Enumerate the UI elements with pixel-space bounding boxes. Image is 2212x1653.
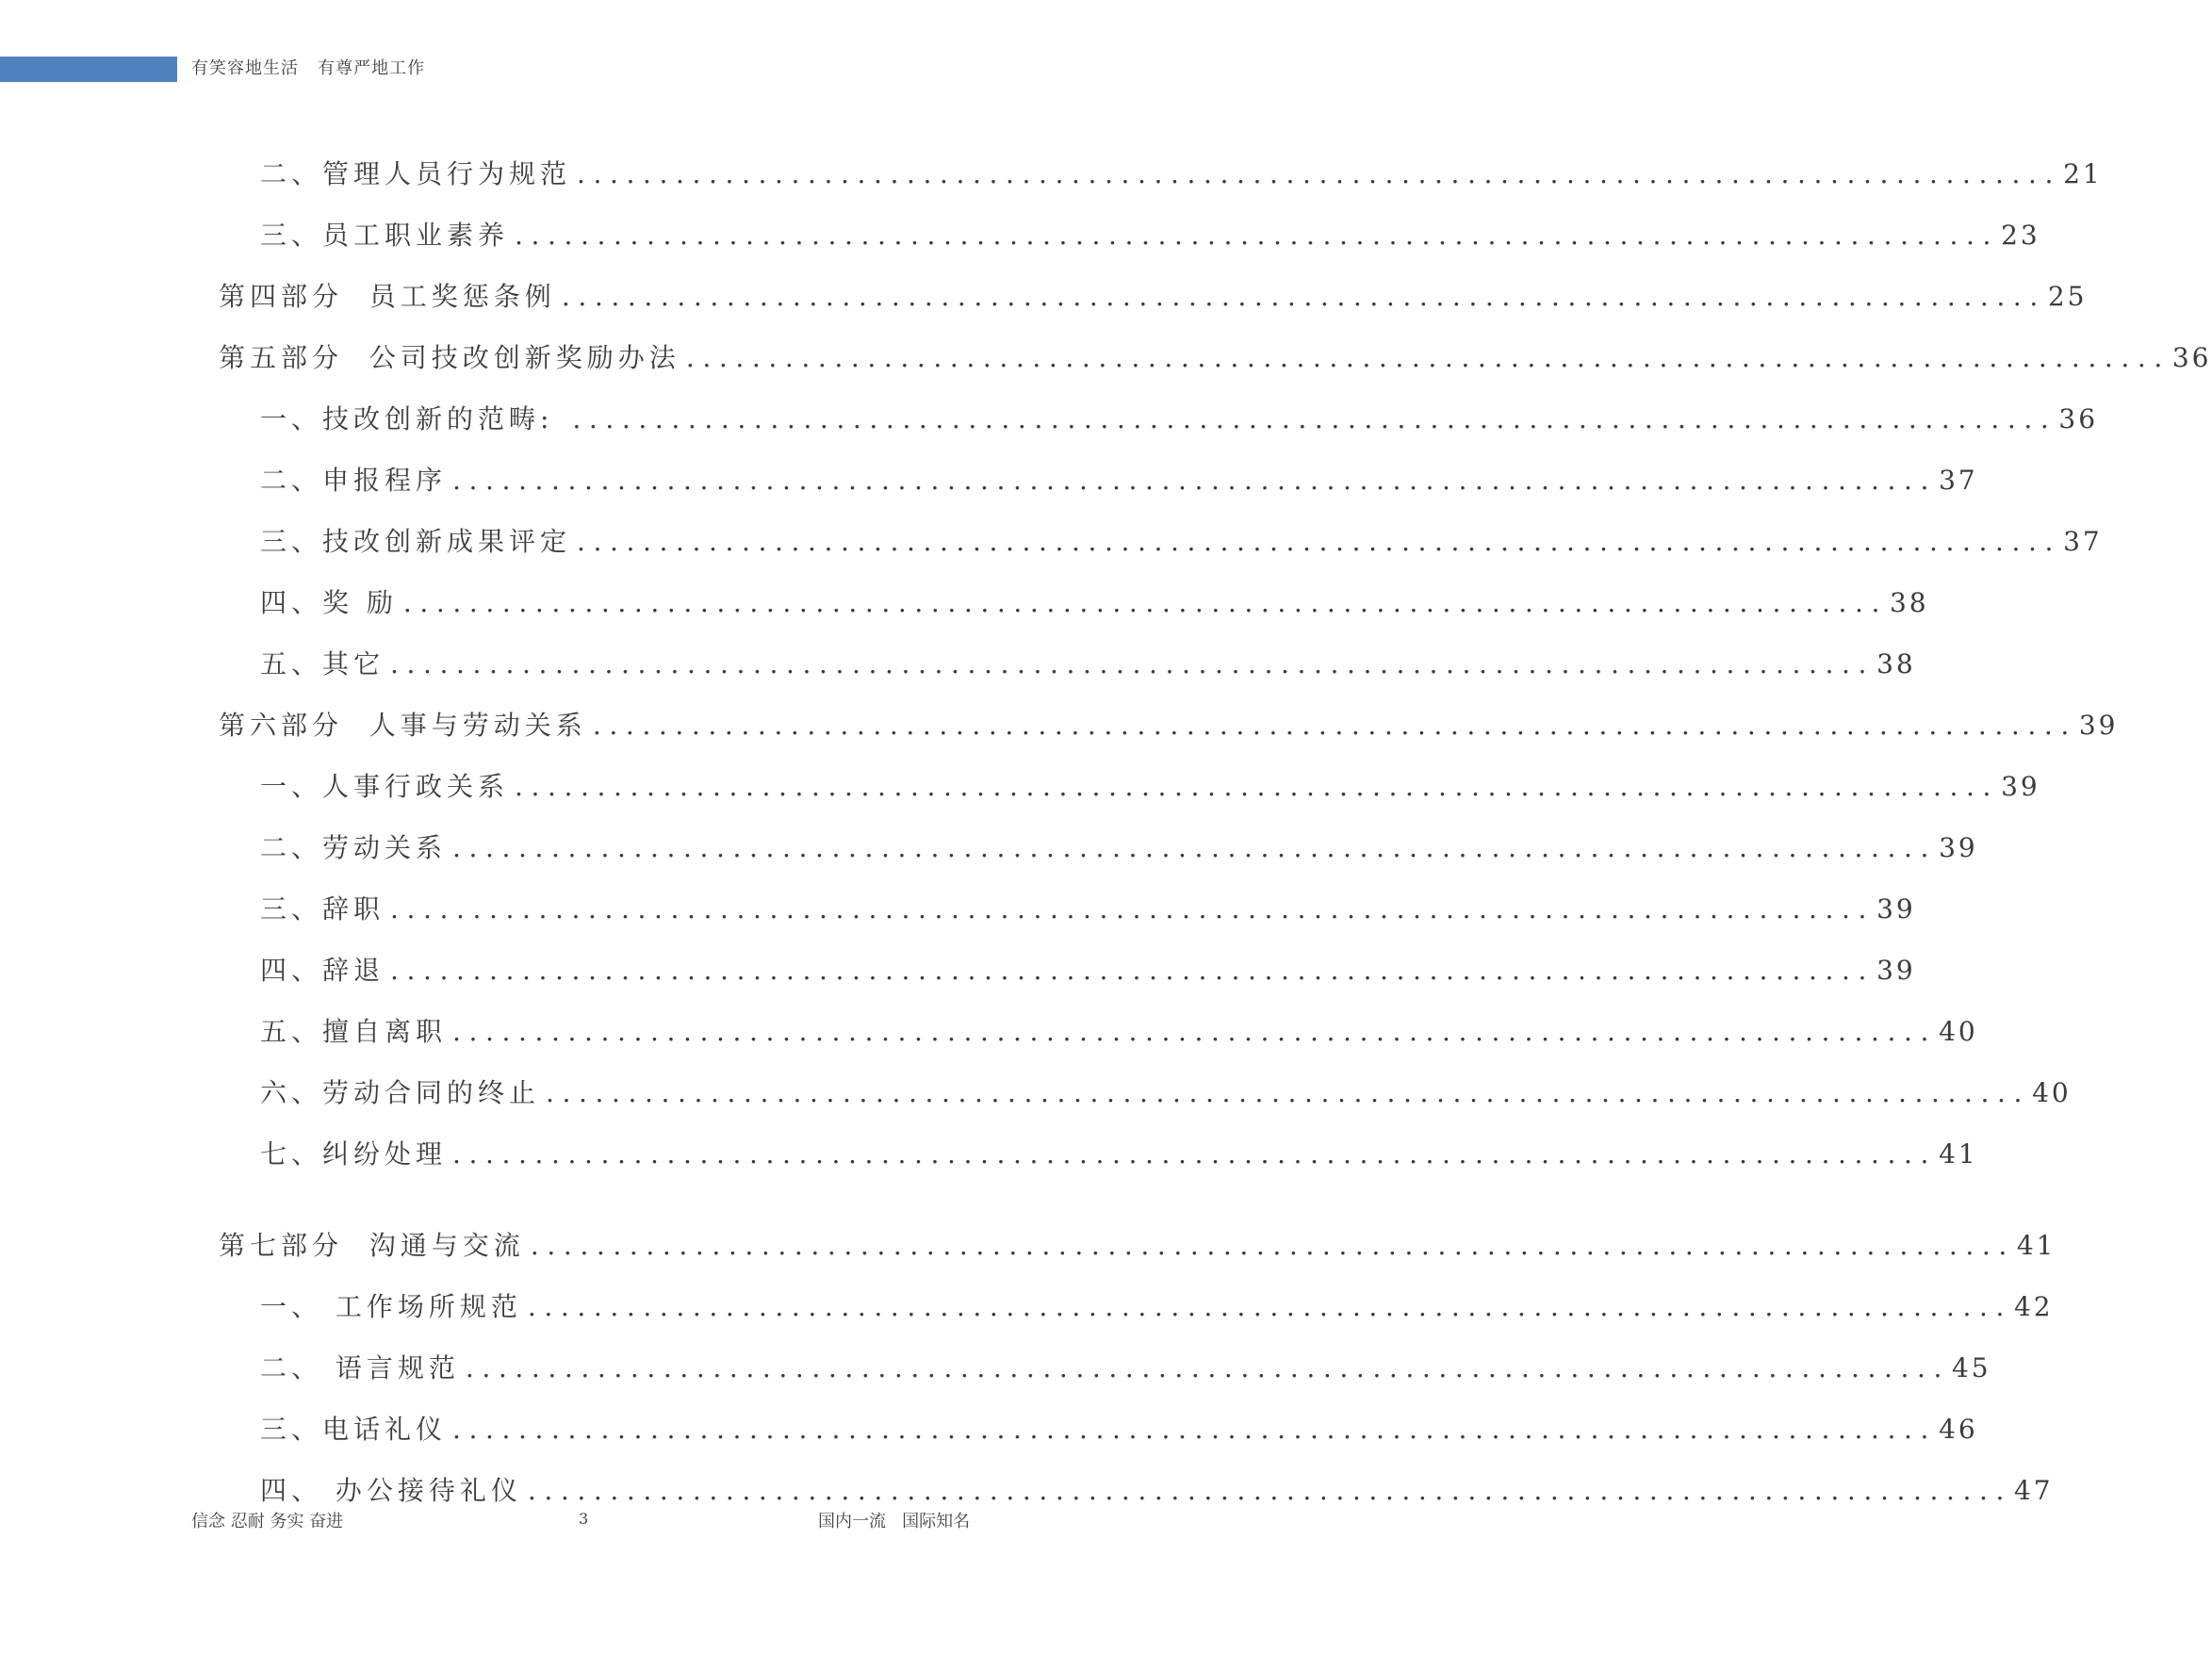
toc-entry-title: 七、纠纷处理 <box>260 1138 448 1170</box>
toc-entry-page: 39 <box>2001 771 2040 802</box>
toc-dot-leader: .......................................................................................... <box>561 281 2046 312</box>
toc-entry[interactable] <box>260 1348 1991 1385</box>
toc-dot-leader: .......................................................................................... <box>577 526 2062 557</box>
toc-entry-title: 六、劳动合同的终止 <box>260 1077 541 1108</box>
toc-entry-title: 二、管理人员行为规范 <box>260 158 572 189</box>
toc-dot-leader: .......................................................................................... <box>527 1475 2012 1506</box>
toc-entry-page: 21 <box>2063 158 2103 189</box>
toc-entry-page: 45 <box>1951 1352 1991 1383</box>
toc-entry[interactable] <box>260 1470 2054 1508</box>
toc-entry-page: 41 <box>1939 1138 1978 1170</box>
toc-entry-page: 39 <box>2078 710 2119 741</box>
toc-entry[interactable] <box>260 215 2040 253</box>
page-number: 3 <box>579 1510 589 1528</box>
toc-dot-leader: .......................................................................................... <box>452 465 1938 496</box>
toc-dot-leader: .......................................................................................... <box>390 648 1876 679</box>
toc-entry-page: 37 <box>2063 526 2103 557</box>
toc-entry[interactable] <box>260 521 2103 559</box>
toc-entry-page: 37 <box>1939 465 1978 496</box>
header-slogan: 有笑容地生活 有尊严地工作 <box>191 58 426 78</box>
toc-dot-leader: .......................................................................................... <box>527 1291 2012 1322</box>
toc-entry-title: 第六部分 人事与劳动关系 <box>219 710 587 741</box>
toc-entry-title: 三、电话礼仪 <box>260 1414 448 1445</box>
toc-entry-page: 47 <box>2013 1475 2054 1506</box>
toc-entry[interactable] <box>260 399 2099 436</box>
toc-entry[interactable] <box>219 337 2212 375</box>
toc-entry-title: 二、申报程序 <box>260 465 448 496</box>
toc-dot-leader: .......................................................................................... <box>452 1138 1938 1170</box>
toc-entry-page: 25 <box>2047 281 2088 312</box>
toc-entry-title: 第五部分 公司技改创新奖励办法 <box>219 342 680 373</box>
toc-dot-leader: .......................................................................................... <box>452 1414 1938 1445</box>
toc-entry-page: 39 <box>1876 893 1916 925</box>
toc-entry-title: 四、奖 励 <box>260 587 398 618</box>
toc-entry-title: 三、辞职 <box>260 893 385 925</box>
toc-entry-page: 39 <box>1939 832 1978 863</box>
toc-dot-leader: .......................................................................................... <box>390 955 1876 986</box>
toc-entry-page: 38 <box>1889 587 1929 618</box>
toc-entry-page: 46 <box>1939 1414 1978 1445</box>
toc-entry-title: 五、擅自离职 <box>260 1016 448 1047</box>
toc-entry[interactable] <box>260 154 2103 191</box>
toc-dot-leader: .......................................................................................... <box>530 1230 2015 1261</box>
toc-entry[interactable] <box>260 1011 1978 1049</box>
toc-entry[interactable] <box>260 889 1916 926</box>
toc-entry[interactable] <box>219 705 2119 743</box>
toc-entry[interactable] <box>260 644 1916 681</box>
toc-entry-title: 四、辞退 <box>260 955 385 986</box>
toc-entry-title: 一、技改创新的范畴: <box>260 403 567 434</box>
toc-dot-leader: .......................................................................................... <box>515 771 2000 802</box>
toc-entry-title: 一、人事行政关系 <box>260 771 510 802</box>
toc-entry[interactable] <box>260 950 1916 988</box>
toc-entry-page: 41 <box>2016 1230 2056 1261</box>
toc-entry[interactable] <box>219 276 2088 314</box>
toc-entry-page: 23 <box>2001 220 2040 251</box>
toc-entry-page: 40 <box>2032 1077 2072 1108</box>
toc-entry-title: 第四部分 员工奖惩条例 <box>219 281 556 312</box>
toc-entry[interactable] <box>260 1286 2054 1324</box>
toc-entry-page: 42 <box>2013 1291 2054 1322</box>
toc-entry[interactable] <box>219 1225 2056 1263</box>
toc-dot-leader: .......................................................................................... <box>452 1016 1938 1047</box>
toc-entry-title: 三、技改创新成果评定 <box>260 526 572 557</box>
footer-motto: 信念 忍耐 务实 奋进 <box>191 1512 344 1531</box>
toc-entry[interactable] <box>260 1134 1978 1171</box>
toc-dot-leader: .......................................................................................... <box>685 342 2171 373</box>
footer-tagline: 国内一流 国际知名 <box>818 1512 971 1531</box>
toc-entry-page: 36 <box>2058 403 2099 434</box>
toc-dot-leader: .......................................................................................... <box>546 1077 2031 1108</box>
toc-entry-title: 五、其它 <box>260 648 385 679</box>
toc-entry[interactable] <box>260 582 1929 620</box>
header-accent-bar <box>0 57 177 82</box>
toc-entry-title: 一、 工作场所规范 <box>260 1291 522 1322</box>
toc-entry[interactable] <box>260 1072 2072 1110</box>
toc-dot-leader: .......................................................................................... <box>452 832 1938 863</box>
toc-entry-page: 36 <box>2171 342 2212 373</box>
toc-dot-leader: .......................................................................................... <box>515 220 2000 251</box>
toc-entry-title: 二、 语言规范 <box>260 1352 460 1383</box>
toc-entry[interactable] <box>260 460 1978 498</box>
toc-dot-leader: .......................................................................................... <box>465 1352 1950 1383</box>
toc-entry-title: 三、员工职业素养 <box>260 220 510 251</box>
toc-entry-page: 39 <box>1876 955 1916 986</box>
toc-dot-leader: .......................................................................................... <box>572 403 2057 434</box>
toc-dot-leader: .......................................................................................... <box>592 710 2077 741</box>
toc-dot-leader: .......................................................................................... <box>390 893 1876 925</box>
toc-entry[interactable] <box>260 827 1978 865</box>
toc-dot-leader: .......................................................................................... <box>577 158 2062 189</box>
toc-dot-leader: .......................................................................................... <box>402 587 1888 618</box>
toc-entry-page: 38 <box>1876 648 1916 679</box>
toc-entry-title: 二、劳动关系 <box>260 832 448 863</box>
toc-entry[interactable] <box>260 766 2040 804</box>
toc-entry-title: 四、 办公接待礼仪 <box>260 1475 522 1506</box>
toc-entry-title: 第七部分 沟通与交流 <box>219 1230 525 1261</box>
toc-entry-page: 40 <box>1939 1016 1978 1047</box>
toc-entry[interactable] <box>260 1409 1978 1447</box>
